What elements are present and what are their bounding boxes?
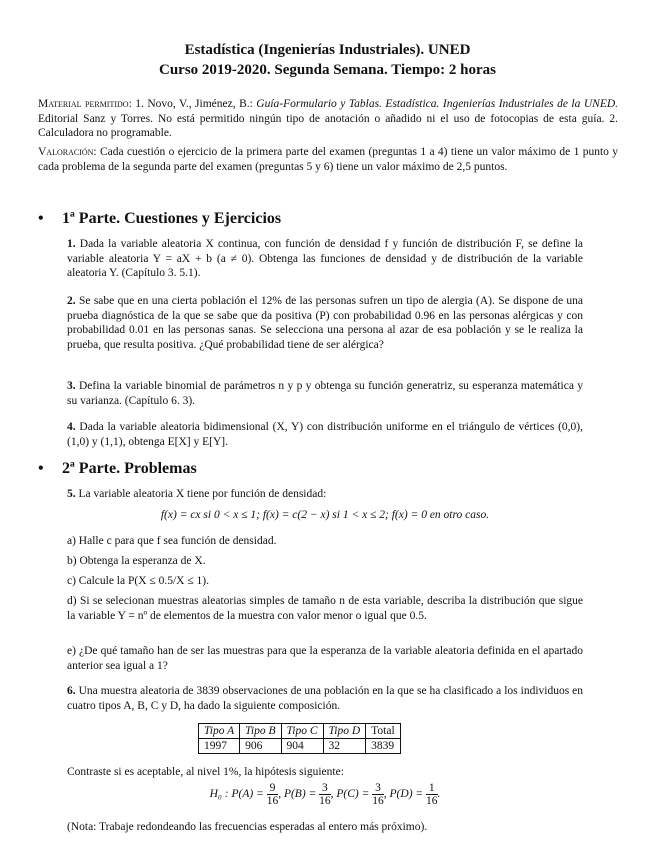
question-1: 1. Dada la variable aleatoria X continua, con función de densidad f y función de distribución F, se define la variable aleatoria Y = aX + b (a ≠ 0). Obtenga las funciones de densidad y de distribución de la variable aleatoria Y. (Capítulo 3. 5.1). [67, 238, 584, 280]
valoracion-label: Valoración: [38, 146, 97, 158]
question-5-intro: 5. La variable aleatoria X tiene por función de densidad: [67, 488, 327, 500]
part1-heading: • 1ª Parte. Cuestiones y Ejercicios [38, 210, 282, 227]
material-text-b: Editorial Sanz y Torres. No está permitido ningún tipo de anotación o añadido ni el uso de fotocopias de esta guía. 2. Calculadora no programable. [38, 112, 618, 140]
table-cell: 1997 [199, 739, 240, 754]
rounding-note: (Nota: Trabaje redondeando las frecuencias esperadas al entero más próximo). [67, 821, 428, 833]
title-line-1: Estadística (Ingenierías Industriales). UNED [184, 42, 471, 58]
material-paragraph [38, 97, 618, 141]
valoracion-text: Cada cuestión o ejercicio de la primera parte del examen (preguntas 1 a 4) tiene un valor máximo de 1 punto y cada problema de la segunda parte del examen (preguntas 5 y 6) tiene un valor máximo de 2,5 puntos. [38, 146, 618, 173]
fraction: $\frac{3}{16}$ [319, 782, 331, 807]
material-label: Material permitido: [38, 98, 132, 110]
table-header-cell: Total [366, 724, 400, 739]
fraction: $\frac{3}{16}$ [372, 782, 384, 807]
table-cell: 904 [281, 739, 323, 754]
question-5e: e) ¿De qué tamaño han de ser las muestras para que la esperanza de la variable aleatoria definida en el apartado anterior sea igual a 1? [67, 645, 583, 672]
composition-table [198, 723, 401, 754]
question-5b: b) Obtenga la esperanza de X. [67, 555, 206, 567]
table-header-cell: Tipo D [323, 724, 366, 739]
question-6: 6. Una muestra aleatoria de 3839 observaciones de una población en la que se ha clasificado a los individuos en cuatro tipos A, B, C y D, ha dado la siguiente composición. [67, 685, 584, 712]
table-row [199, 739, 401, 754]
material-book: Guía-Formulario y Tablas. Estadística. Ingenierías Industriales de la UNED. [256, 98, 619, 110]
valoracion-paragraph [38, 145, 618, 174]
question-5c: c) Calcule la P(X ≤ 0.5/X ≤ 1). [67, 575, 209, 587]
table-cell: 3839 [366, 739, 400, 754]
question-5d: d) Si se selecionan muestras aleatorias simples de tamaño n de esta variable, describa la distribución que sigue la variable Y = nº de elementos de la muestra con valor menor o igual que 0.5. [67, 595, 583, 622]
table-cell: 906 [240, 739, 281, 754]
fraction: $\frac{1}{16}$ [426, 782, 438, 807]
question-2: 2. Se sabe que en una cierta población el 12% de las personas sufren un tipo de alergia (A). Se dispone de una prueba diagnóstica de la que se sabe que da positiva (P) con probabilidad 0.96 en las personas alérgicas y con probabilidad 0.01 en las personas sanas. Se selecciona una persona al azar de esa población y se le realiza la prueba, que resulta positiva. ¿Qué probabilidad tiene de ser alérgica? [67, 295, 584, 351]
bullet-icon: • [38, 460, 44, 477]
table-header-cell: Tipo A [199, 724, 240, 739]
question-4: 4. Dada la variable aleatoria bidimensional (X, Y) con distribución uniforme en el triángulo de vértices (0,0), (1,0) y (1,1), obtenga E[X] y E[Y]. [67, 421, 583, 448]
table-header-cell: Tipo B [240, 724, 281, 739]
title-line-2: Curso 2019-2020. Segunda Semana. Tiempo: 2 horas [159, 62, 496, 78]
density-equation: f(x) = cx si 0 < x ≤ 1; f(x) = c(2 − x) si 1 < x ≤ 2; f(x) = 0 en otro caso. [160, 509, 490, 521]
table-header-cell: Tipo C [281, 724, 323, 739]
contrast-text: Contraste si es aceptable, al nivel 1%, la hipótesis siguiente: [67, 766, 344, 778]
part2-heading: • 2ª Parte. Problemas [38, 460, 197, 477]
material-text-a: 1. Novo, V., Jiménez, B.: [135, 98, 253, 110]
table-header-row [199, 724, 401, 739]
bullet-icon: • [38, 210, 44, 227]
question-3: 3. Defina la variable binomial de parámetros n y p y obtenga su función generatriz, su esperanza matemática y su varianza. (Capítulo 6. 3). [67, 380, 584, 407]
hypothesis-h0: H₀ : P(A) = $\frac{9}{16}$ , P(B) = $\frac{3}{16}$ , P(C) = $\frac{3}{16}$ , P(D) = $\frac{1}{16}$ . [209, 782, 441, 807]
table-cell: 32 [323, 739, 366, 754]
fraction: $\frac{9}{16}$ [266, 782, 279, 807]
question-5a: a) Halle c para que f sea función de densidad. [67, 535, 277, 547]
